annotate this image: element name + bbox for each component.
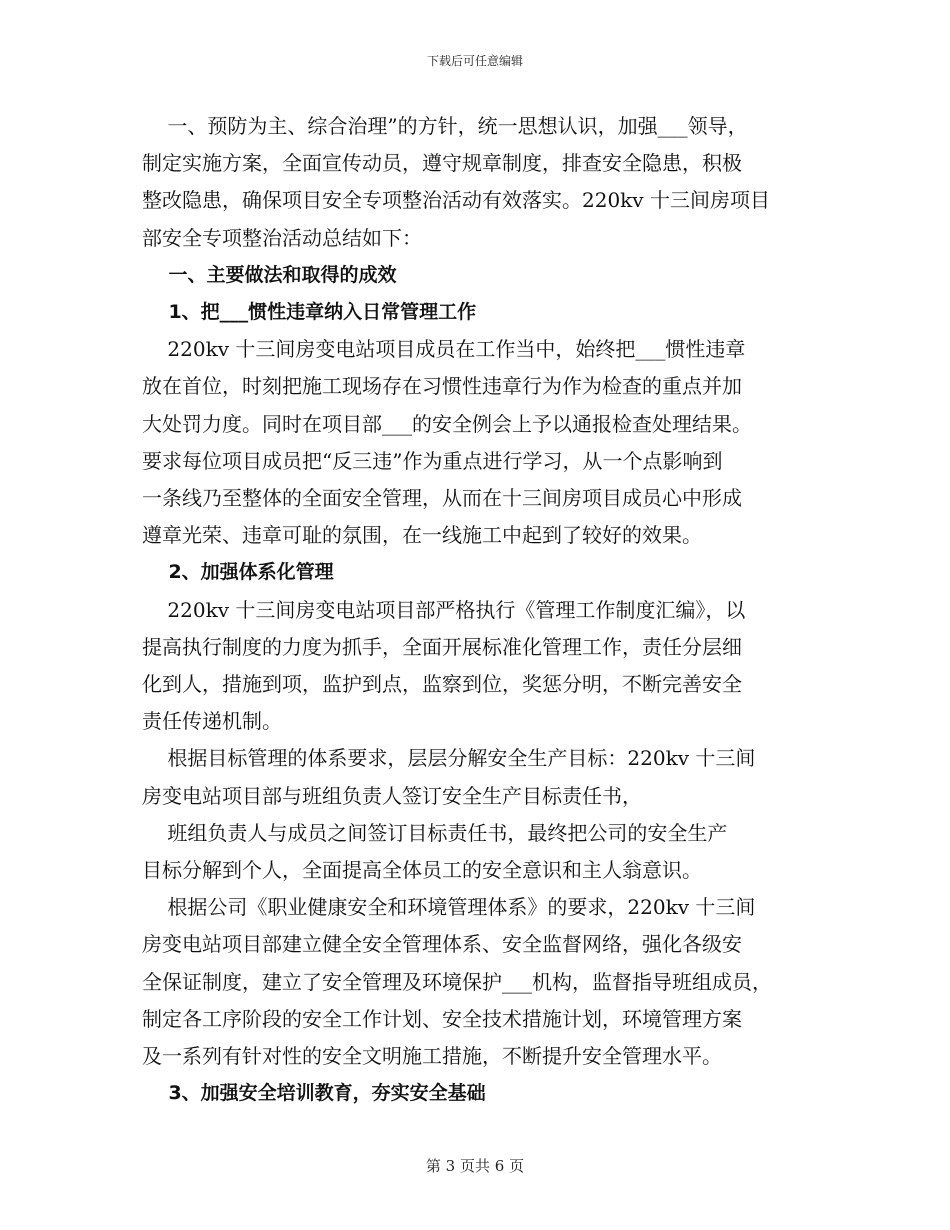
body-line: 责任传递机制。 [142, 709, 282, 734]
body-line: 220kv 十三间房变电站项目部严格执行《管理工作制度汇编》，以 [142, 597, 746, 622]
body-line: 全保证制度，建立了安全管理及环境保护___机构，监督指导班组成员， [142, 969, 772, 994]
body-line: 化到人，措施到项，监护到点，监察到位，奖惩分明，不断完善安全 [142, 672, 742, 697]
body-line: 遵章光荣、违章可耻的氛围，在一线施工中起到了较好的效果。 [142, 523, 702, 548]
section-heading: 一、主要做法和取得的成效 [142, 263, 397, 286]
section-heading: 2、加强体系化管理 [142, 561, 334, 584]
body-line: 一、预防为主、综合治理”的方针，统一思想认识，加强___领导， [142, 114, 748, 138]
body-line: 目标分解到个人，全面提高全体员工的安全意识和主人翁意识。 [142, 858, 702, 883]
body-line: 班组负责人与成员之间签订目标责任书，最终把公司的安全生产 [142, 820, 728, 845]
section-heading: 3、加强安全培训教育，夯实安全基础 [142, 1082, 486, 1105]
body-line: 大处罚力度。同时在项目部___的安全例会上予以通报检查处理结果。 [142, 411, 752, 436]
body-line: 一条线乃至整体的全面安全管理，从而在十三间房项目成员心中形成 [142, 486, 742, 511]
body-line: 放在首位，时刻把施工现场存在习惯性违章行为作为检查的重点并加 [142, 374, 742, 399]
section-heading: 1、把___惯性违章纳入日常管理工作 [142, 301, 477, 324]
page-footer: 第 3 页共 6 页 [425, 1157, 525, 1175]
body-line: 房变电站项目部与班组负责人签订安全生产目标责任书， [142, 783, 642, 808]
body-line: 房变电站项目部建立健全安全管理体系、安全监督网络，强化各级安 [142, 932, 742, 957]
body-line: 及一系列有针对性的安全文明施工措施，不断提升安全管理水平。 [142, 1044, 722, 1069]
body-line: 根据公司《职业健康安全和环境管理体系》的要求，220kv 十三间 [142, 895, 756, 920]
body-line: 根据目标管理的体系要求，层层分解安全生产目标：220kv 十三间 [142, 746, 756, 771]
body-line: 制定实施方案，全面宣传动员，遵守规章制度，排查安全隐患，积极 [142, 151, 742, 176]
page-header: 下载后可任意编辑 [426, 54, 523, 68]
document-body [142, 108, 822, 1112]
body-line: 提高执行制度的力度为抓手，全面开展标准化管理工作，责任分层细 [142, 634, 742, 659]
body-line: 整改隐患，确保项目安全专项整治活动有效落实。220kv 十三间房项目 [142, 188, 770, 213]
body-line: 要求每位项目成员把“反三违”作为重点进行学习，从一个点影响到 [142, 448, 723, 473]
body-line: 制定各工序阶段的安全工作计划、安全技术措施计划，环境管理方案 [142, 1006, 742, 1031]
body-line: 部安全专项整治活动总结如下： [142, 225, 422, 250]
body-line: 220kv 十三间房变电站项目成员在工作当中，始终把___惯性违章 [142, 337, 746, 362]
